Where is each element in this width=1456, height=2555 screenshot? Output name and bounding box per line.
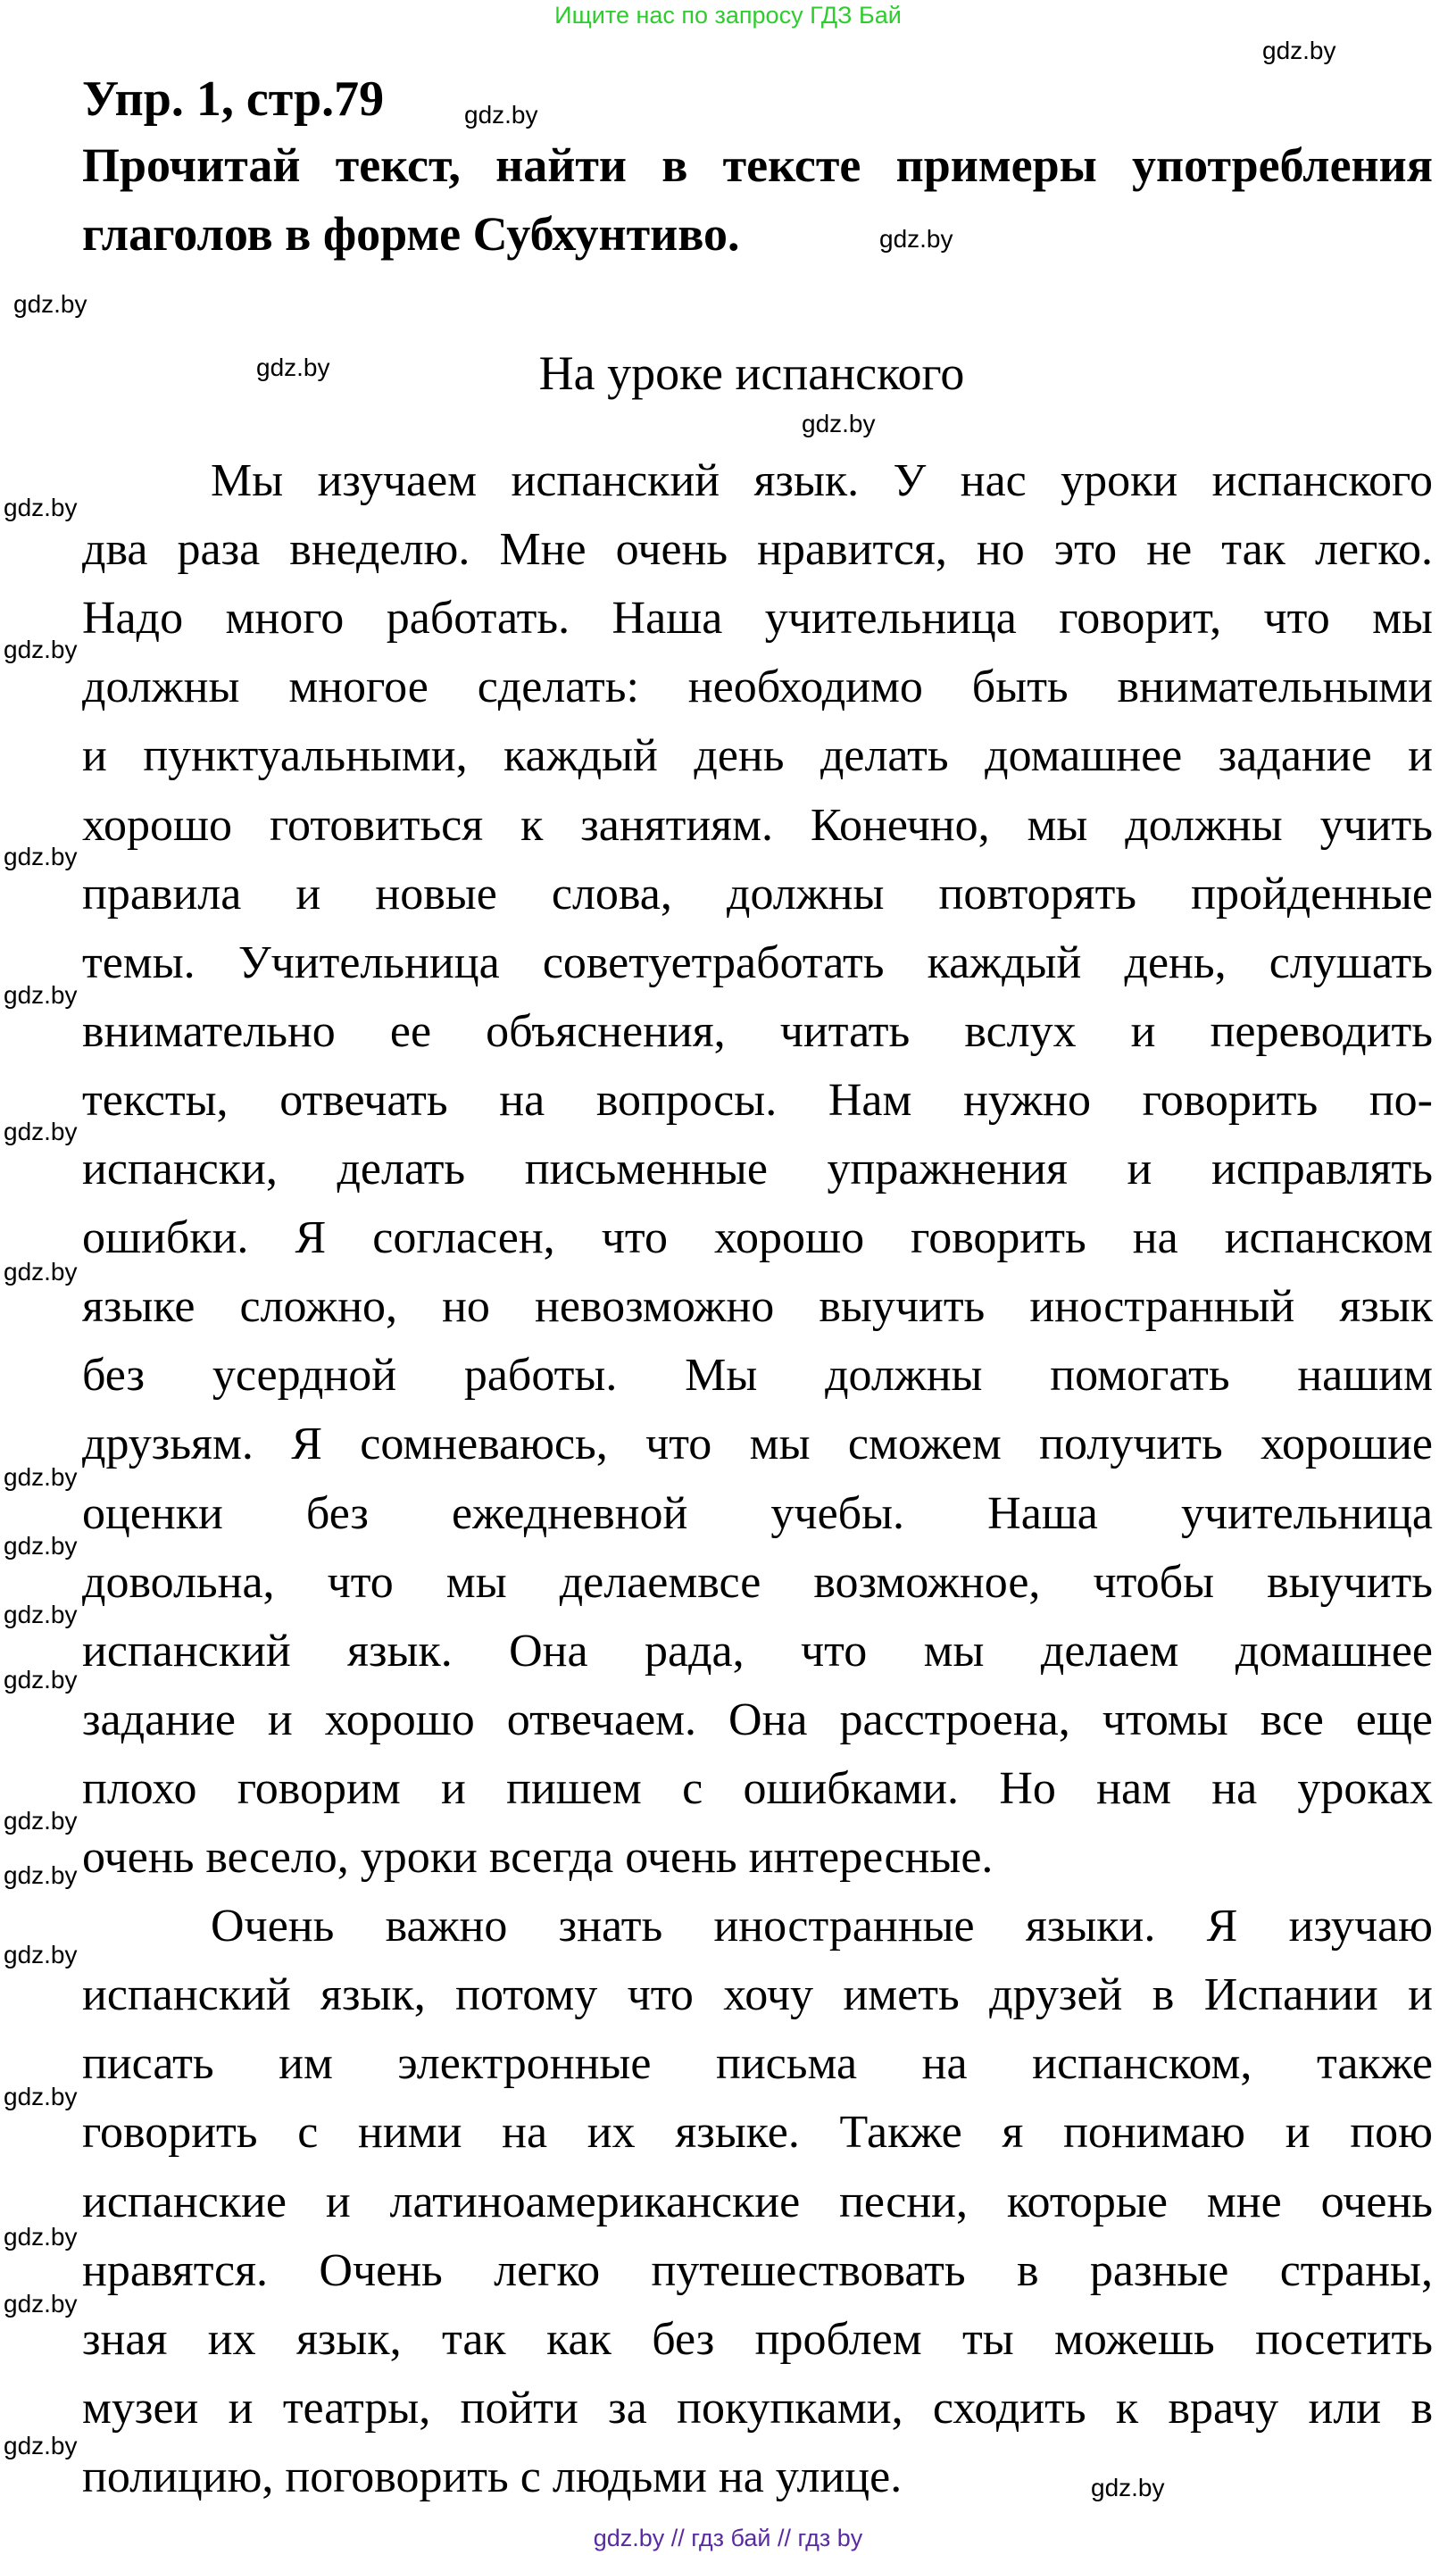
watermark: gdz.by bbox=[13, 290, 87, 318]
watermark: gdz.by bbox=[4, 1807, 78, 1835]
text-heading: На уроке испанского bbox=[538, 346, 965, 400]
paragraph-line: должны многое сделать: необходимо быть внимательными bbox=[82, 662, 1433, 712]
paragraph-line: ошибки. Я согласен, что хорошо говорить на испанском bbox=[82, 1212, 1433, 1263]
task-line-2: глаголов в форме Субхунтиво. bbox=[82, 207, 740, 261]
watermark: gdz.by bbox=[4, 636, 78, 663]
paragraph-line: два раза внеделю. Мне очень нравится, но это не так легко. bbox=[82, 524, 1433, 575]
task-line-1: Прочитай текст, найти в тексте примеры употребления bbox=[82, 138, 1433, 192]
paragraph-line: плохо говорим и пишем с ошибками. Но нам на уроках bbox=[82, 1763, 1433, 1814]
paragraph-line: очень весело, уроки всегда очень интересные. bbox=[82, 1832, 994, 1883]
watermark: gdz.by bbox=[4, 1118, 78, 1145]
paragraph-line: друзьям. Я сомневаюсь, что мы сможем получить хорошие bbox=[82, 1419, 1433, 1469]
watermark: gdz.by bbox=[1262, 37, 1336, 64]
exercise-title: Упр. 1, стр.79 bbox=[82, 71, 385, 127]
watermark: gdz.by bbox=[4, 1258, 78, 1286]
paragraph-line: тексты, отвечать на вопросы. Нам нужно говорить по- bbox=[82, 1075, 1433, 1126]
paragraph-line: испанский язык. Она рада, что мы делаем домашнее bbox=[82, 1626, 1433, 1677]
paragraph-line: внимательно ее объяснения, читать вслух и переводить bbox=[82, 1006, 1433, 1057]
footer-site-links[interactable]: gdz.by // гдз бай // гдз by bbox=[593, 2525, 863, 2551]
paragraph-line: Надо много работать. Наша учительница говорит, что мы bbox=[82, 593, 1433, 644]
watermark: gdz.by bbox=[4, 2083, 78, 2110]
search-hint-link[interactable]: Ищите нас по запросу ГДЗ Бай bbox=[554, 2, 902, 29]
paragraph-line: и пунктуальными, каждый день делать домашнее задание и bbox=[82, 730, 1433, 781]
paragraph-line: музеи и театры, пойти за покупками, сходить к врачу или в bbox=[82, 2383, 1433, 2434]
paragraph-line: испанские и латиноамериканские песни, которые мне очень bbox=[82, 2176, 1433, 2227]
paragraph-line: правила и новые слова, должны повторять пройденные bbox=[82, 869, 1433, 920]
paragraph-line: Очень важно знать иностранные языки. Я изучаю bbox=[211, 1901, 1433, 1952]
watermark: gdz.by bbox=[4, 1601, 78, 1628]
paragraph-line: хорошо готовиться к занятиям. Конечно, мы должны учить bbox=[82, 800, 1433, 851]
watermark: gdz.by bbox=[4, 2290, 78, 2318]
watermark: gdz.by bbox=[464, 101, 538, 129]
watermark: gdz.by bbox=[4, 1463, 78, 1491]
paragraph-line: зная их язык, так как без проблем ты можешь посетить bbox=[82, 2314, 1433, 2365]
watermark: gdz.by bbox=[4, 981, 78, 1009]
watermark: gdz.by bbox=[4, 843, 78, 870]
watermark: gdz.by bbox=[4, 1941, 78, 1968]
watermark: gdz.by bbox=[4, 1666, 78, 1694]
watermark: gdz.by bbox=[879, 225, 953, 253]
watermark: gdz.by bbox=[1091, 2474, 1165, 2501]
watermark: gdz.by bbox=[4, 2432, 78, 2459]
paragraph-line: оценки без ежедневной учебы. Наша учительница bbox=[82, 1488, 1433, 1539]
paragraph-line: Мы изучаем испанский язык. У нас уроки испанского bbox=[211, 455, 1433, 506]
paragraph-line: темы. Учительница советуетработать каждый день, слушать bbox=[82, 937, 1433, 988]
paragraph-line: испанский язык, потому что хочу иметь друзей в Испании и bbox=[82, 1969, 1433, 2020]
paragraph-line: без усердной работы. Мы должны помогать нашим bbox=[82, 1350, 1433, 1401]
paragraph-line: полицию, поговорить с людьми на улице. bbox=[82, 2451, 903, 2502]
watermark: gdz.by bbox=[4, 2223, 78, 2251]
watermark: gdz.by bbox=[802, 410, 876, 437]
paragraph-line: нравятся. Очень легко путешествовать в разные страны, bbox=[82, 2245, 1433, 2296]
watermark: gdz.by bbox=[4, 1532, 78, 1560]
paragraph-line: языке сложно, но невозможно выучить иностранный язык bbox=[82, 1281, 1433, 1332]
paragraph-line: задание и хорошо отвечаем. Она расстроена, чтомы все еще bbox=[82, 1694, 1433, 1745]
watermark: gdz.by bbox=[256, 354, 330, 381]
paragraph-line: писать им электронные письма на испанском, также bbox=[82, 2038, 1433, 2089]
paragraph-line: довольна, что мы делаемвсе возможное, чтобы выучить bbox=[82, 1557, 1433, 1608]
paragraph-line: говорить с ними на их языке. Также я понимаю и пою bbox=[82, 2107, 1433, 2158]
watermark: gdz.by bbox=[4, 494, 78, 521]
paragraph-line: испански, делать письменные упражнения и исправлять bbox=[82, 1144, 1433, 1194]
watermark: gdz.by bbox=[4, 1861, 78, 1889]
